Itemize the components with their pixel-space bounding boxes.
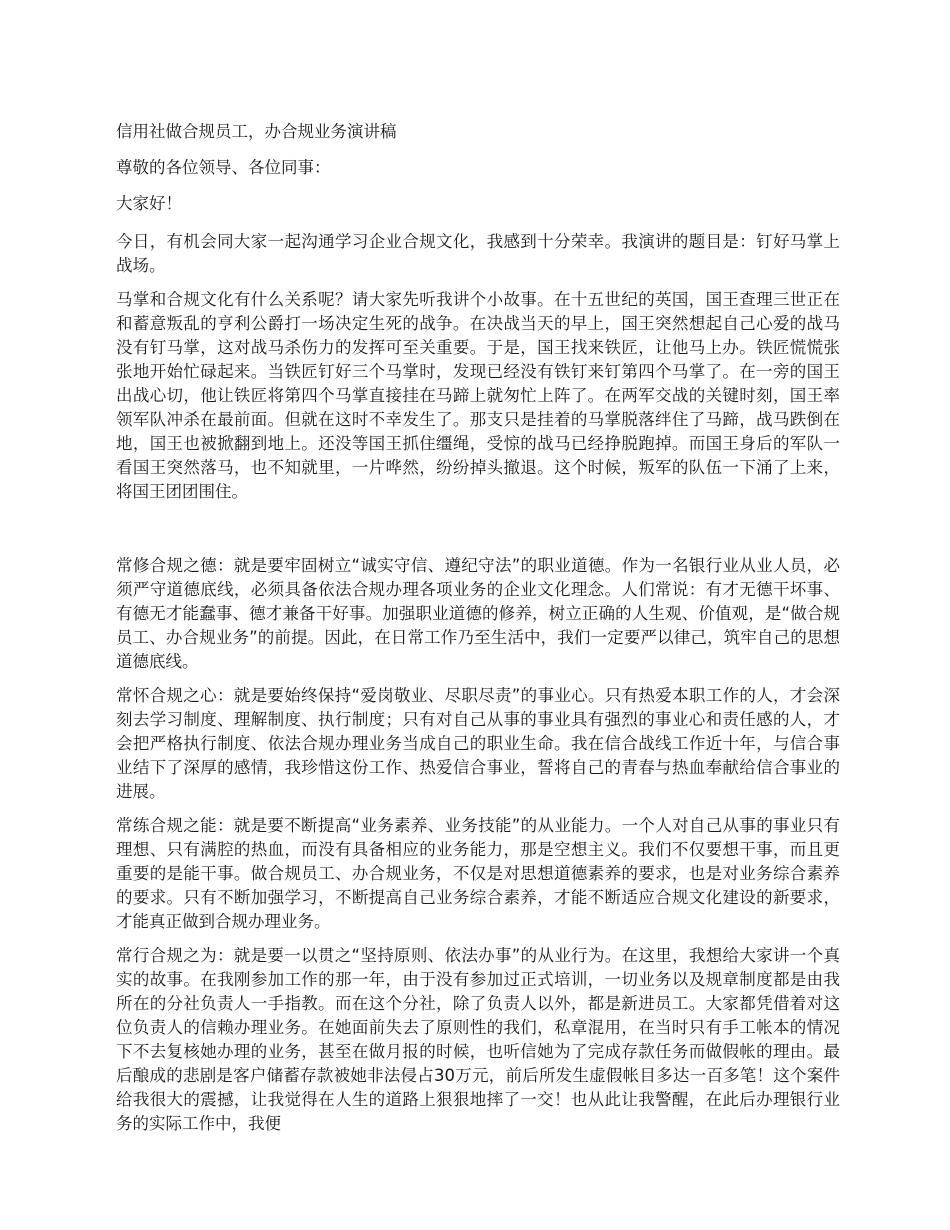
salutation: 尊敬的各位领导、各位同事：	[116, 158, 331, 177]
blank-gap	[116, 514, 840, 554]
document-title: 信用社做合规员工，办合规业务演讲稿	[116, 122, 397, 141]
paragraph-conduct: 常行合规之为：就是要一以贯之“坚持原则、依法办事”的从业行为。在这里，我想给大家讲一个真实的故事。在我刚参加工作的那一年，由于没有参加过正式培训，一切业务以及规章制度都是由我所在的分社负责人一手指教。而在这个分社，除了负责人以外，都是新进员工。大家都凭借着对这位负责人的信赖办理业务。在她面前失去了原则性的我们，私章混用，在当时只有手工帐本的情况下不去复核她办理的业务，甚至在做月报的时候，也听信她为了完成存款任务而做假帐的理由。最后酿成的悲剧是客户储蓄存款被她非法侵占30万元，前后所发生虚假帐目多达一百多笔！这个案件给我很大的震撼，让我觉得在人生的道路上狠狠地摔了一交！也从此让我警醒，在此后办理银行业务的实际工作中，我便	[116, 946, 840, 1133]
paragraph-ethics: 常修合规之德：就是要牢固树立“诚实守信、遵纪守法”的职业道德。作为一名银行业从业人员，必须严守道德底线，必须具备依法合规办理各项业务的企业文化理念。人们常说：有才无德干坏事、有德无才能蠢事、德才兼备干好事。加强职业道德的修养，树立正确的人生观、价值观，是“做合规员工、办合规业务”的前提。因此，在日常工作乃至生活中，我们一定要严以律己，筑牢自己的思想道德底线。	[116, 556, 840, 671]
paragraph-ability: 常练合规之能：就是要不断提高“业务素养、业务技能”的从业能力。一个人对自己从事的事业只有理想、只有满腔的热血，而没有具备相应的业务能力，那是空想主义。我们不仅要想干事，而且更重要的是能干事。做合规员工、办合规业务，不仅是对思想道德素养的要求，也是对业务综合素养的要求。只有不断加强学习，不断提高自己业务综合素养，才能不断适应合规文化建设的新要求，才能真正做到合规办理业务。	[116, 816, 840, 931]
paragraph-story: 马掌和合规文化有什么关系呢？请大家先听我讲个小故事。在十五世纪的英国，国王查理三世正在和蓄意叛乱的亨利公爵打一场决定生死的战争。在决战当天的早上，国王突然想起自己心爱的战马没有钉马掌，这对战马杀伤力的发挥可至关重要。于是，国王找来铁匠，让他马上办。铁匠慌慌张张地开始忙碌起来。当铁匠钉好三个马掌时，发现已经没有铁钉来钉第四个马掌了。在一旁的国王出战心切，他让铁匠将第四个马掌直接挂在马蹄上就匆忙上阵了。在两军交战的关键时刻，国王率领军队冲杀在最前面。但就在这时不幸发生了。那支只是挂着的马掌脱落绊住了马蹄，战马跌倒在地，国王也被掀翻到地上。还没等国王抓住缰绳，受惊的战马已经挣脱跑掉。而国王身后的军队一看国王突然落马，也不知就里，一片哗然，纷纷掉头撤退。这个时候，叛军的队伍一下涌了上来，将国王团团围住。	[116, 290, 840, 501]
document-page	[116, 120, 840, 1146]
paragraph-heart: 常怀合规之心：就是要始终保持“爱岗敬业、尽职尽责”的事业心。只有热爱本职工作的人，才会深刻去学习制度、理解制度、执行制度；只有对自己从事的事业具有强烈的事业心和责任感的人，才会把严格执行制度、依法合规办理业务当成自己的职业生命。我在信合战线工作近十年，与信合事业结下了深厚的感情，我珍惜这份工作、热爱信合事业，誓将自己的青春与热血奉献给信合事业的进展。	[116, 686, 840, 801]
greeting: 大家好！	[116, 194, 182, 213]
paragraph-intro: 今日，有机会同大家一起沟通学习企业合规文化，我感到十分荣幸。我演讲的题目是：钉好马掌上战场。	[116, 232, 840, 275]
